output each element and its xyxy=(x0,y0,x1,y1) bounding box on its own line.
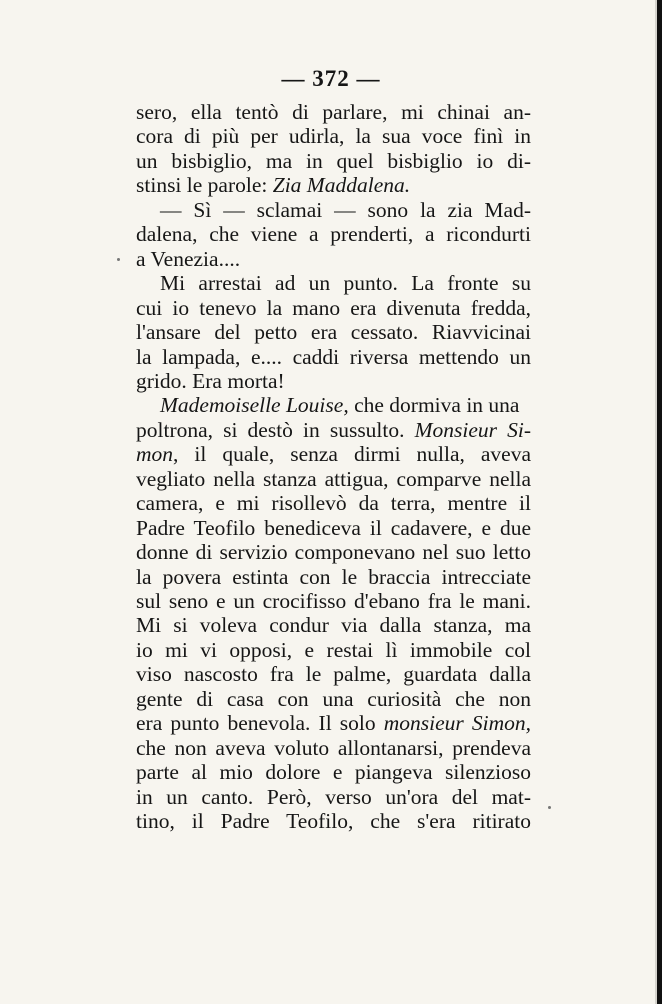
text-segment: — Sì — sclamai — sono la zia Mad- xyxy=(160,197,531,222)
text-segment: cui io tenevo la mano era divenuta fredda, xyxy=(136,295,531,320)
text-segment: Padre Teofilo benediceva il cadavere, e due xyxy=(136,515,531,540)
text-line xyxy=(136,589,531,614)
text-segment: sero, ella tentò di parlare, mi chinai an- xyxy=(136,100,531,124)
text-line xyxy=(136,271,531,296)
text-line xyxy=(136,222,531,247)
text-line xyxy=(136,100,531,125)
text-line xyxy=(136,149,531,174)
text-segment: a Venezia.... xyxy=(136,246,241,271)
text-segment: la povera estinta con le braccia intrecciate xyxy=(136,564,531,589)
text-line xyxy=(136,491,531,516)
text-line xyxy=(136,760,531,785)
text-segment: era punto benevola. Il solo xyxy=(136,711,384,736)
text-segment: cora di più per udirla, la sua voce finì in xyxy=(136,124,531,149)
text-segment: io mi vi opposi, e restai lì immobile col xyxy=(136,637,531,662)
text-segment: Mi si voleva condur via dalla stanza, ma xyxy=(136,613,531,638)
text-line xyxy=(136,369,531,394)
text-segment: che non aveva voluto allontanarsi, prendeva xyxy=(136,735,531,760)
text-line xyxy=(136,638,531,663)
scan-speck xyxy=(548,806,551,809)
text-segment: vegliato nella stanza attigua, comparve nella xyxy=(136,466,531,491)
text-line xyxy=(136,198,531,223)
text-line xyxy=(136,296,531,321)
text-segment: sul seno e un crocifisso d'ebano fra le mani. xyxy=(136,589,531,613)
page-number-header: — 372 — xyxy=(281,66,381,91)
scan-speck xyxy=(117,258,120,261)
text-line xyxy=(136,711,531,736)
text-segment: la lampada, e.... caddi riversa mettendo un xyxy=(136,344,531,369)
text-segment: viso nascosto fra le palme, guardata dalla xyxy=(136,662,531,687)
text-segment: camera, e mi risollevò da terra, mentre il xyxy=(136,491,531,516)
text-line xyxy=(136,173,531,198)
text-line xyxy=(136,540,531,565)
text-segment: gente di casa con una curiosità che non xyxy=(136,686,531,711)
text-line xyxy=(136,124,531,149)
text-segment: donne di servizio componevano nel suo letto xyxy=(136,540,531,565)
text-line xyxy=(136,687,531,712)
text-segment: poltrona, si destò in sussulto. xyxy=(136,417,415,442)
text-segment: l'ansare del petto era cessato. Riavvicinai xyxy=(136,320,531,345)
text-line xyxy=(136,785,531,810)
text-segment: Mi arrestai ad un punto. La fronte su xyxy=(160,271,531,296)
text-line xyxy=(136,809,531,834)
text-line xyxy=(136,247,531,272)
text-line xyxy=(136,516,531,541)
text-line xyxy=(136,345,531,370)
text-segment: stinsi le parole: xyxy=(136,173,273,198)
text-line xyxy=(136,467,531,492)
text-segment: in un canto. Però, verso un'ora del mat- xyxy=(136,784,531,809)
text-line xyxy=(136,662,531,687)
text-line xyxy=(136,418,531,443)
text-segment: parte al mio dolore e piangeva silenzioso xyxy=(136,760,531,785)
text-segment: , il quale, senza dirmi nulla, aveva xyxy=(173,442,531,467)
text-segment: che dormiva in una xyxy=(348,393,520,418)
italic-text: Monsieur Si- xyxy=(414,417,531,442)
text-segment: dalena, che viene a prenderti, a ricondurti xyxy=(136,222,531,247)
text-line xyxy=(136,613,531,638)
text-segment: un bisbiglio, ma in quel bisbiglio io di- xyxy=(136,148,531,173)
text-line xyxy=(136,736,531,761)
text-line xyxy=(136,320,531,345)
italic-text: mon xyxy=(136,442,174,467)
text-line xyxy=(136,393,531,418)
text-line xyxy=(136,565,531,590)
text-segment: grido. Era morta! xyxy=(136,368,285,393)
italic-text: Mademoiselle Louise, xyxy=(160,393,349,418)
text-segment: tino, il Padre Teofilo, che s'era ritirato xyxy=(136,809,531,834)
italic-text: Zia Maddalena. xyxy=(272,173,411,198)
text-line xyxy=(136,442,531,467)
italic-text: monsieur Simon, xyxy=(383,711,531,736)
page-edge xyxy=(657,0,662,1004)
